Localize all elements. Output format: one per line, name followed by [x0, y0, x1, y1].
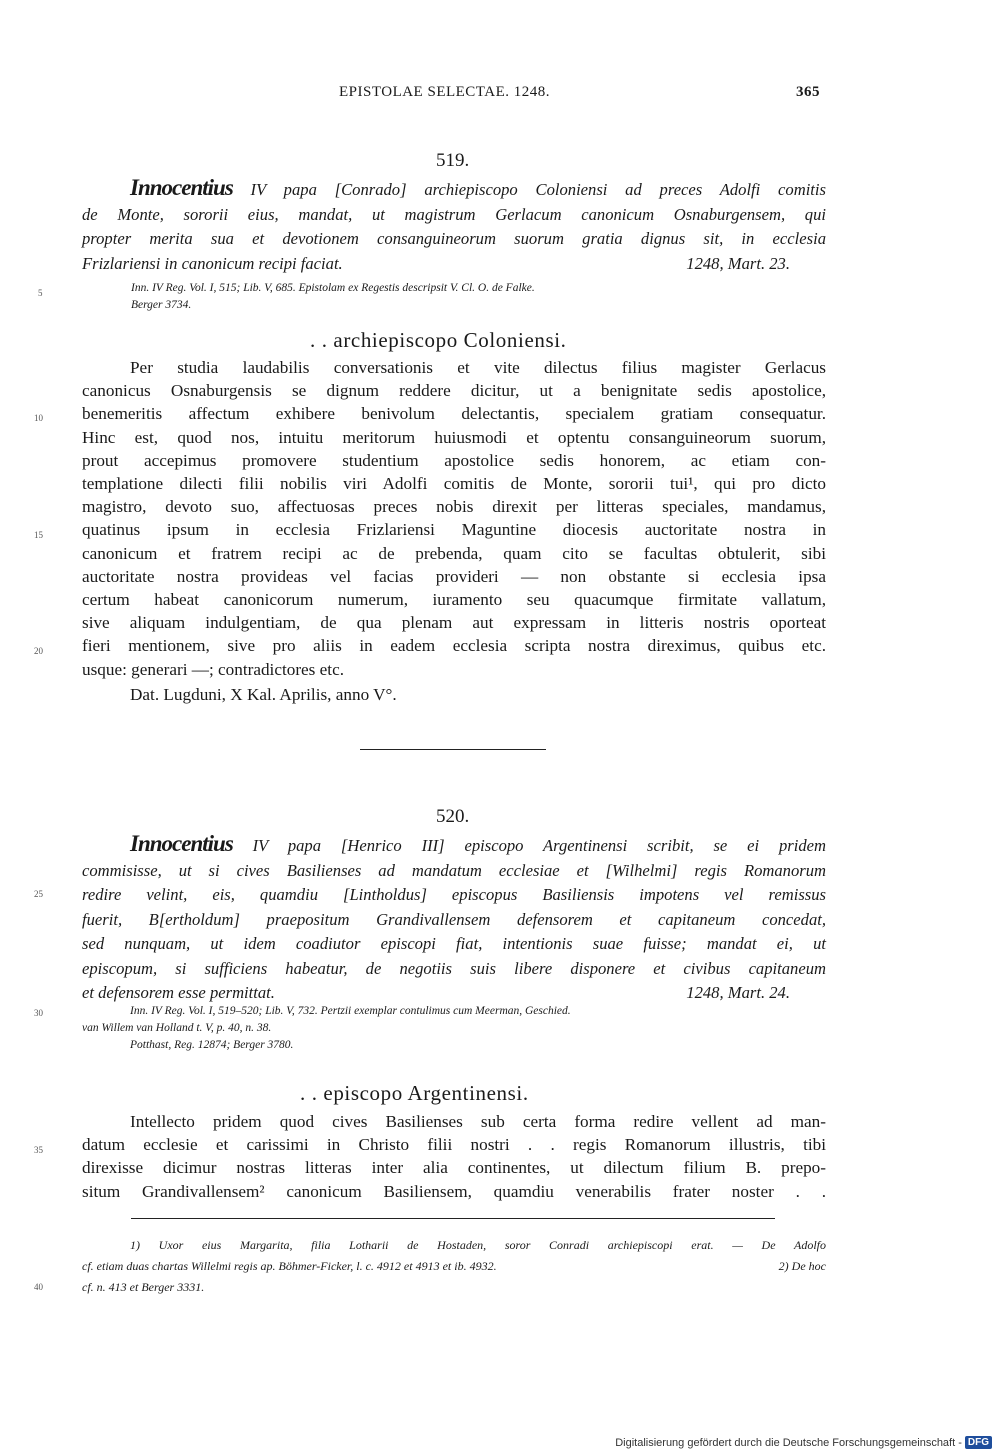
footnote-rule [131, 1218, 775, 1219]
footnotes: 1) Uxor eius Margarita, filia Lotharii de Hostaden, soror Conradi archiepiscopi erat. — De Adolfo cf. etiam duas chartas Willelmi regis ap. Böhmer-Ficker, l. c. 4912 et 4913 et ib. 4932. 2) De hoc cf. n. 413 et Berger 3331. [82, 1235, 826, 1298]
line-number: 25 [34, 889, 43, 899]
line-number: 5 [38, 288, 43, 298]
letter-body-519: Per studia laudabilis conversationis et vite dilectus filius magister Gerlacus canonicus Osnaburgensis se dignum reddere dicitur, ut a benignitate sedis apostolice, benemeritis affectum exhibere benivolum delectantis, specialem gratiam consequatur. Hinc est, quod nos, intuitu meritorum huiusmodi et optentu consanguineorum suorum, prout accepimus promovere studentium apostolice sedis honorem, ac etiam con- templatione dilecti filii nobilis viri Adolfi comitis de Monte, sororii tui¹, qui pro dicto magistro, devoto suo, affectuosas preces nobis direxit per litteras speciales, mandamus, quatinus ipsum in ecclesia Frizlariensi Maguntine diocesis auctoritate nostra in canonicum et fratrem recipi ac de prebenda, quam cito se facultas obtulerit, sibi auctoritate nostra provideas vel facias provideri — non obstante si ecclesia ipsa certum habeat canonicorum numerum, iuramento seu quacumque firmitate vallatum, sive aliquam indulgentiam, de qua plenam aut expressam in litteris nostris oporteat fieri mentionem, sive pro aliis in eadem ecclesia scripta nostra direximus, quibus etc. usque: generari —; contradictores etc. Dat. Lugduni, X Kal. Aprilis, anno V°. [82, 356, 826, 706]
letter-date: 1248, Mart. 24. [686, 983, 790, 1002]
funding-notice: Digitalisierung gefördert durch die Deutsche Forschungsgemeinschaft - [615, 1436, 962, 1449]
regest-initial-word: Innocentius [130, 831, 233, 856]
line-number: 10 [34, 413, 43, 423]
line-number: 40 [34, 1282, 43, 1292]
source-note-520: Inn. IV Reg. Vol. I, 519–520; Lib. V, 732. Pertzii exemplar contulimus cum Meerman, Geschied. van Willem van Holland t. V, p. 40, n. 38. Potthast, Reg. 12874; Berger 3780. [82, 1005, 571, 1051]
section-divider [360, 749, 546, 750]
digitization-credit [615, 1436, 992, 1449]
address-519: . . archiepiscopo Coloniensi. [310, 328, 567, 352]
letter-body-520: Intellecto pridem quod cives Basilienses sub certa forma redire vellent ad man- datum ecclesie et carissimi in Christo filii nostri . . regis Romanorum illustris, tibi direxisse dicimur nostras litteras inter alia continentes, ut dilectum filium B. prepo- situm Grandivallensem² canonicum Basiliensem, quamdiu venerabilis frater noster . . [82, 1112, 826, 1201]
running-title: EPISTOLAE SELECTAE. 1248. [339, 84, 551, 100]
letter-number-519: 519. [436, 150, 470, 171]
dating-clause: Dat. Lugduni, X Kal. Aprilis, anno V°. [130, 684, 397, 704]
regest-initial-word: Innocentius [130, 175, 233, 200]
letter-date: 1248, Mart. 23. [686, 253, 790, 273]
line-number: 30 [34, 1008, 43, 1018]
footnote-2: 2) De hoc [778, 1259, 826, 1273]
regest-520: Innocentius IV papa [Henrico III] episcopo Argentinensi scribit, se ei pridem commisisse, ut si cives Basilienses ad mandatum ecclesiae et [Wilhelmi] regis Romanorum redire velint, eis, quamdiu [Lintholdus] episcopus Basiliensis impotens vel remissus fuerit, B[ertholdum] praepositum Grandivallensem defensorem et capitaneum concedat, sed nunquam, ut idem coadiutor episcopi fiat, intentionis suae fuisse; mandat ei, ut episcopum, si sufficiens habeatur, de negotiis suis libere disponere et civibus capitaneum et defensorem esse permittat. 1248, Mart. 24. [82, 832, 826, 1006]
line-number: 15 [34, 530, 43, 540]
page-number: 365 [796, 84, 820, 100]
dfg-logo-icon: DFG [965, 1436, 992, 1449]
line-number: 20 [34, 646, 43, 656]
letter-number-520: 520. [436, 806, 470, 827]
footnote-1: 1) Uxor eius Margarita, filia Lotharii de Hostaden, soror Conradi archiepiscopi erat. — De Adolfo [130, 1238, 826, 1252]
source-note-519: Inn. IV Reg. Vol. I, 515; Lib. V, 685. Epistolam ex Regestis descripsit V. Cl. O. de Falke. Berger 3734. [131, 282, 535, 311]
line-number: 35 [34, 1145, 43, 1155]
address-520: . . episcopo Argentinensi. [300, 1081, 529, 1105]
regest-519: Innocentius IV papa [Conrado] archiepiscopo Coloniensi ad preces Adolfi comitis de Monte, sororii eius, mandat, ut magistrum Gerlacum canonicum Osnaburgensem, qui propter merita sua et devotionem consanguineorum suorum gratia dignus sit, in ecclesia Frizlariensi in canonicum recipi faciat. 1248, Mart. 23. [82, 176, 826, 276]
